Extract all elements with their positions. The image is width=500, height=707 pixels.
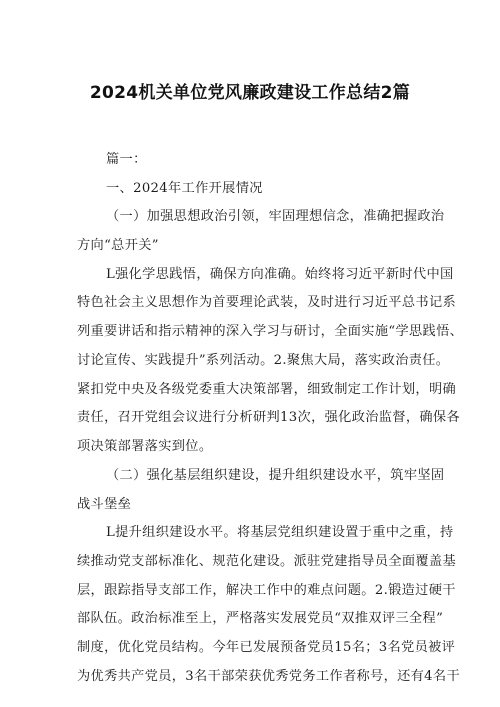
- paragraph-line: 续推动党支部标准化、规范化建设。派驻党建指导员全面覆盖基: [77, 554, 457, 569]
- paragraph-line: 列重要讲话和指示精神的深入学习与研讨，全面实施“学思践悟、: [77, 324, 464, 339]
- subsection-heading-cont: 方向“总开关”: [77, 238, 159, 253]
- document-title: 2024机关单位党风廉政建设工作总结2篇: [89, 83, 411, 103]
- paragraph-line: 制度，优化党员结构。今年已发展预备党员15名；3名党员被评: [77, 640, 456, 655]
- paragraph-line: 紧扣党中央及各级党委重大决策部署，细致制定工作计划，明确: [77, 382, 457, 397]
- subsection-heading-cont: 战斗堡垒: [77, 497, 132, 512]
- paragraph-line: 讨论宣传、实践提升”系列活动。2.聚焦大局，落实政治责任。: [77, 353, 450, 368]
- paragraph-line: L提升组织建设水平。将基层党组织建设置于重中之重，持: [106, 525, 454, 540]
- paragraph-line: 特色社会主义思想作为首要理论武装，及时进行习近平总书记系: [77, 295, 457, 310]
- paragraph-line: L强化学思践悟，确保方向准确。始终将习近平新时代中国: [106, 267, 454, 282]
- paragraph-line: 责任，召开党组会议进行分析研判13次，强化政治监督，确保各: [77, 410, 460, 425]
- section-heading: 一、2024年工作开展情况: [106, 181, 263, 196]
- paragraph-line: 项决策部署落实到位。: [77, 439, 213, 454]
- subsection-heading: （一）加强思想政治引领，牢固理想信念，准确把握政治: [106, 209, 445, 224]
- paragraph-line: 部队伍。政治标准至上，严格落实发展党员“双推双评三全程”: [77, 611, 444, 626]
- subsection-heading: （二）强化基层组织建设，提升组织建设水平，筑牢坚固: [106, 468, 445, 483]
- section-label: 篇一：: [106, 152, 147, 167]
- paragraph-line: 层，跟踪指导支部工作，解决工作中的难点问题。2.锻造过硬干: [77, 583, 456, 598]
- paragraph-line: 为优秀共产党员，3名干部荣获优秀党务工作者称号，还有4名干: [77, 669, 460, 684]
